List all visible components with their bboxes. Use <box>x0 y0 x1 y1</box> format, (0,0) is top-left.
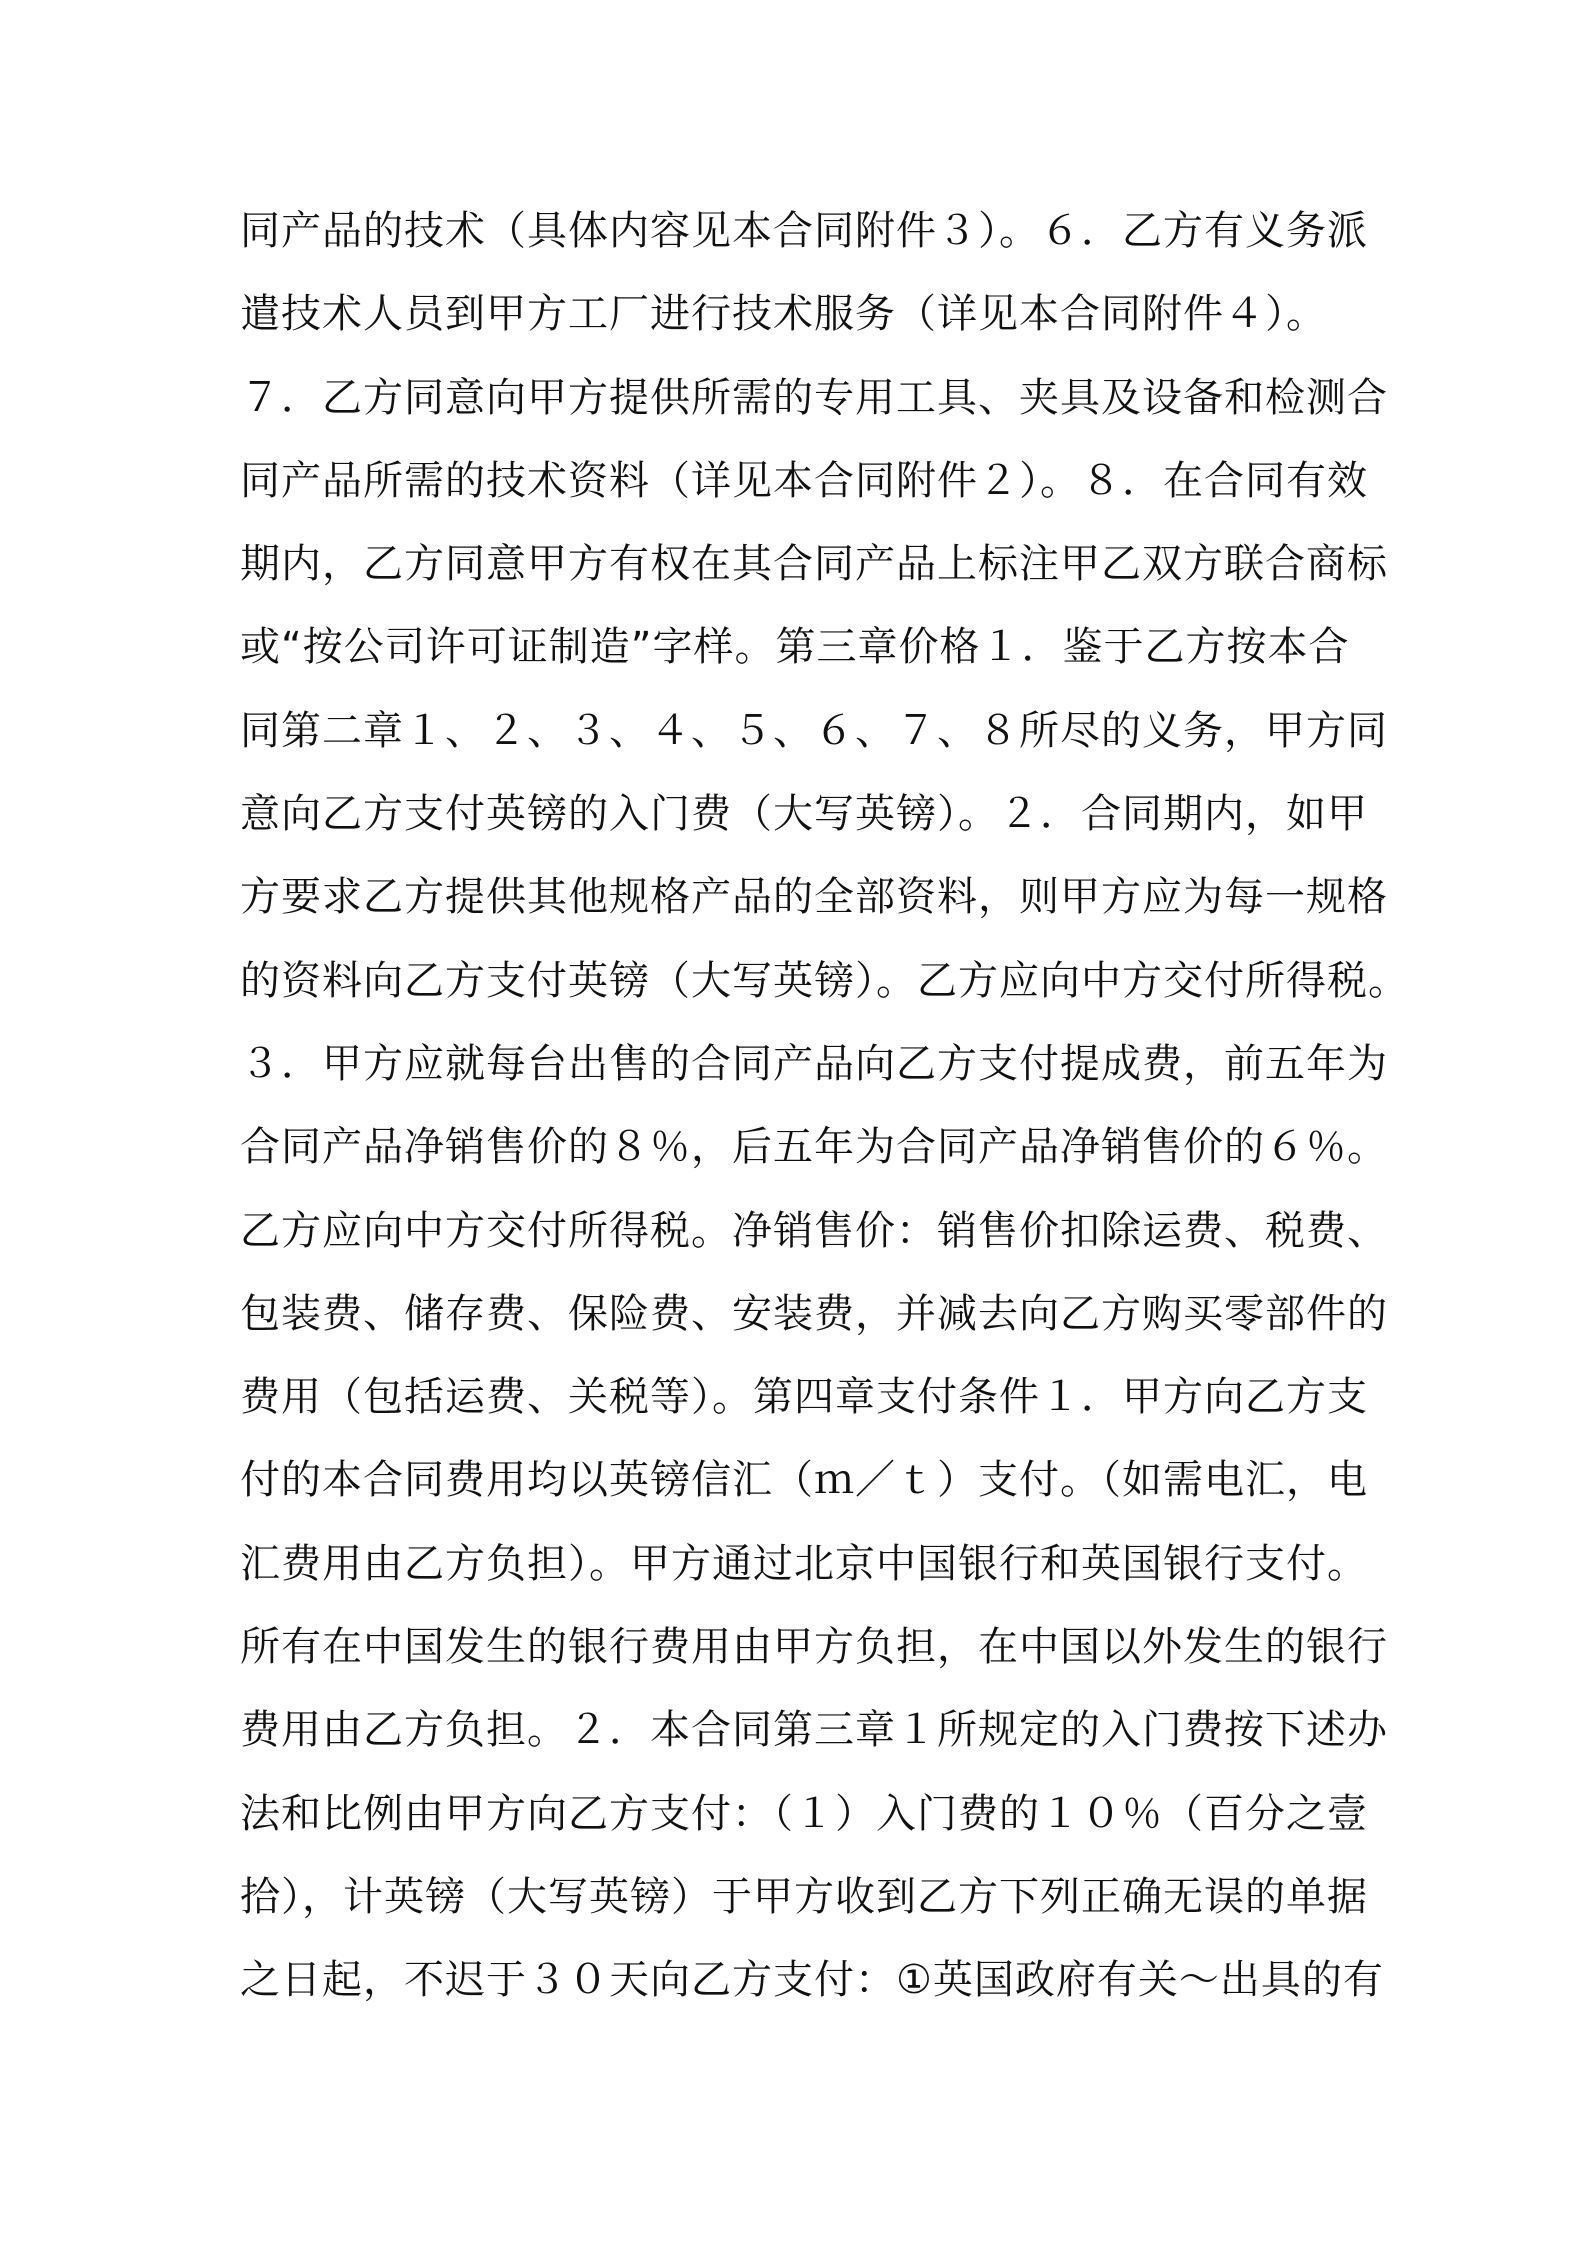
text-line: 同第二章１、２、３、４、５、６、７、８所尽的义务，甲方同 <box>240 707 1388 754</box>
text-line: 遣技术人员到甲方工厂进行技术服务（详见本合同附件４）。 <box>240 291 1327 338</box>
text-line: 同产品所需的技术资料（详见本合同附件２）。８．在合同有效 <box>240 457 1368 504</box>
text-line: 或“按公司许可证制造”字样。第三章价格１．鉴于乙方按本合 <box>240 624 1350 671</box>
text-line: 付的本合同费用均以英镑信汇（ｍ／ｔ）支付。（如需电汇，电 <box>240 1457 1368 1504</box>
text-line: 拾），计英镑（大写英镑）于甲方收到乙方下列正确无误的单据 <box>240 1873 1368 1920</box>
text-line: 所有在中国发生的银行费用由甲方负担，在中国以外发生的银行 <box>240 1624 1388 1671</box>
text-line: 同产品的技术（具体内容见本合同附件３）。６．乙方有义务派 <box>240 208 1368 254</box>
text-line: 的资料向乙方支付英镑（大写英镑）。乙方应向中方交付所得税。 <box>240 957 1409 1004</box>
text-line: 合同产品净销售价的８％，后五年为合同产品净销售价的６％。 <box>240 1124 1388 1171</box>
text-line: ７．乙方同意向甲方提供所需的专用工具、夹具及设备和检测合 <box>240 374 1388 421</box>
text-line: 汇费用由乙方负担）。甲方通过北京中国银行和英国银行支付。 <box>240 1540 1368 1587</box>
text-line: 期内，乙方同意甲方有权在其合同产品上标注甲乙双方联合商标 <box>240 541 1388 588</box>
text-line: 费用（包括运费、关税等）。第四章支付条件１．甲方向乙方支 <box>240 1374 1368 1421</box>
text-line: 之日起，不迟于３０天向乙方支付：①英国政府有关～出具的有 <box>240 1957 1384 2004</box>
text-line: 包装费、储存费、保险费、安装费，并减去向乙方购买零部件的 <box>240 1290 1388 1337</box>
text-line: 意向乙方支付英镑的入门费（大写英镑）。２．合同期内，如甲 <box>240 791 1368 838</box>
contract-text-block <box>240 190 1409 2023</box>
text-line: ３．甲方应就每台出售的合同产品向乙方支付提成费，前五年为 <box>240 1040 1388 1087</box>
text-line: 法和比例由甲方向乙方支付：（１）入门费的１０％（百分之壹 <box>240 1790 1368 1837</box>
text-line: 方要求乙方提供其他规格产品的全部资料，则甲方应为每一规格 <box>240 874 1388 921</box>
text-line: 费用由乙方负担。２．本合同第三章１所规定的入门费按下述办 <box>240 1707 1388 1754</box>
text-line: 乙方应向中方交付所得税。净销售价：销售价扣除运费、税费、 <box>240 1207 1388 1254</box>
